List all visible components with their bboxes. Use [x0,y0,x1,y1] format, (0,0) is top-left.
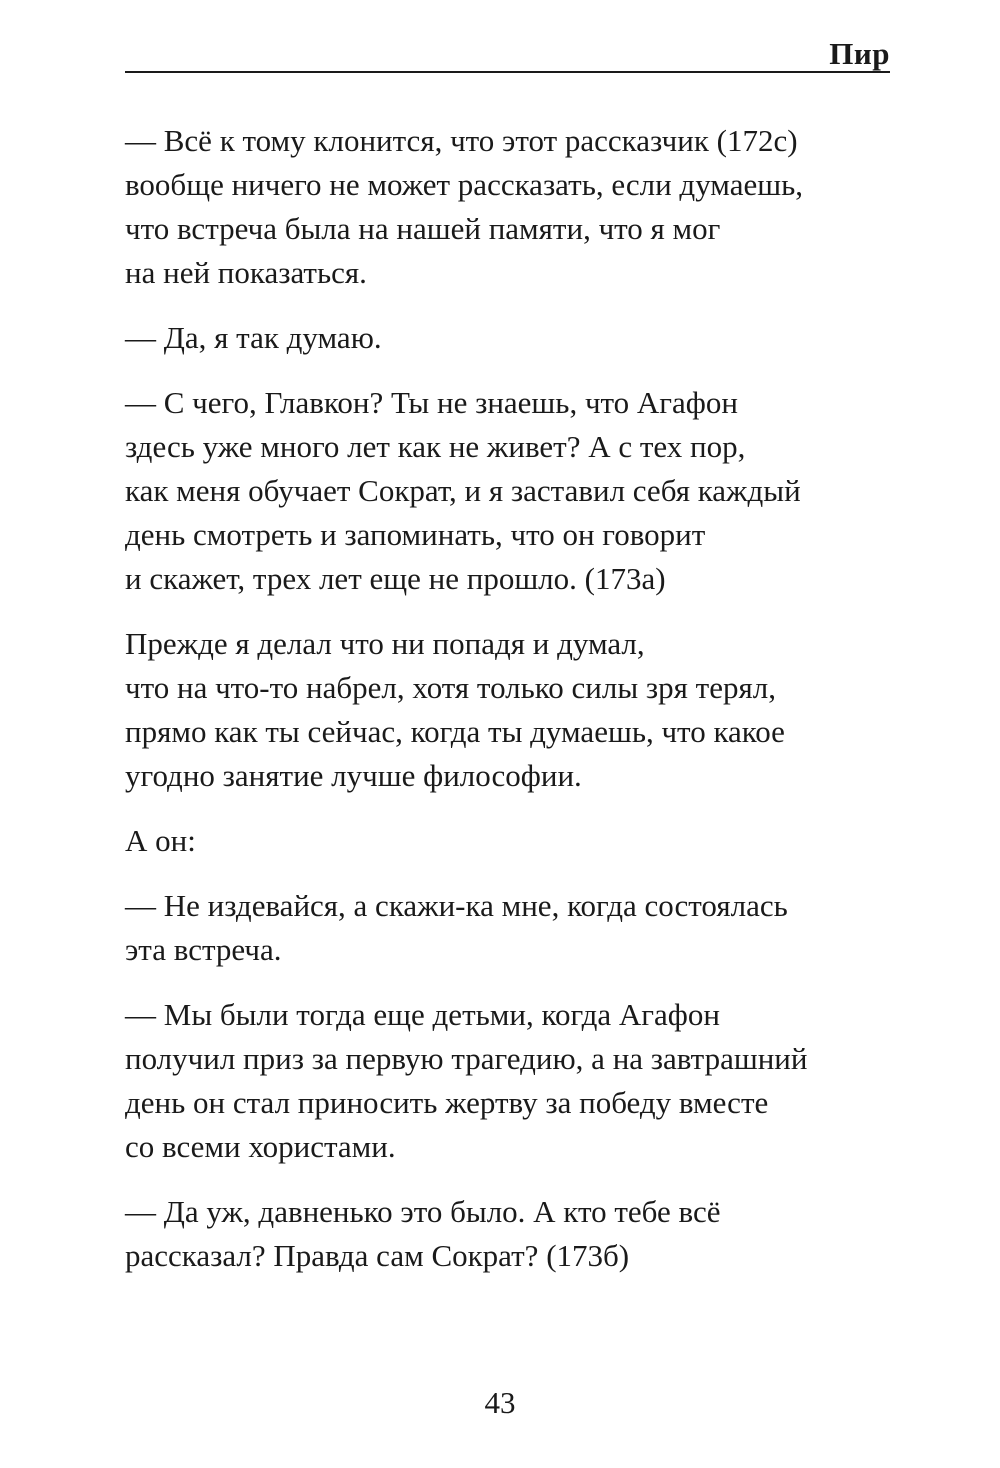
paragraph [125,993,895,1169]
text-line: — Мы были тогда еще детьми, когда Агафон [125,997,720,1032]
paragraph [125,884,895,972]
paragraph [125,1190,895,1278]
text-line: здесь уже много лет как не живет? А с тех пор, [125,429,746,464]
paragraph [125,819,895,863]
paragraph [125,622,895,798]
text-line: — С чего, Главкон? Ты не знаешь, что Агафон [125,385,738,420]
text-line: день он стал приносить жертву за победу вместе [125,1085,769,1120]
paragraph [125,381,895,601]
header-rule [125,71,890,73]
text-line: эта встреча. [125,932,282,967]
text-line: прямо как ты сейчас, когда ты думаешь, что какое [125,714,785,749]
text-line: угодно занятие лучше философии. [125,758,582,793]
text-line: вообще ничего не может рассказать, если думаешь, [125,167,803,202]
running-head-title: Пир [829,36,890,71]
text-line: что на что-то набрел, хотя только силы зря терял, [125,670,776,705]
text-line: день смотреть и запоминать, что он говорит [125,517,706,552]
text-line: на ней показаться. [125,255,367,290]
text-line: — Не издевайся, а скажи-ка мне, когда состоялась [125,888,788,923]
text-line: — Всё к тому клонится, что этот рассказчик (172c) [125,123,798,158]
text-body [125,119,895,1299]
text-line: — Да уж, давненько это было. А кто тебе всё [125,1194,721,1229]
text-line: как меня обучает Сократ, и я заставил себя каждый [125,473,801,508]
paragraph [125,119,895,295]
text-line: и скажет, трех лет еще не прошло. (173a) [125,561,666,596]
text-line: что встреча была на нашей памяти, что я мог [125,211,721,246]
text-line: получил приз за первую трагедию, а на завтрашний [125,1041,808,1076]
paragraph [125,316,895,360]
text-line: — Да, я так думаю. [125,320,382,355]
text-line: со всеми хористами. [125,1129,396,1164]
text-line: Прежде я делал что ни попадя и думал, [125,626,645,661]
text-line: рассказал? Правда сам Сократ? (173б) [125,1238,630,1273]
page-number: 43 [484,1385,516,1420]
text-line: А он: [125,823,196,858]
